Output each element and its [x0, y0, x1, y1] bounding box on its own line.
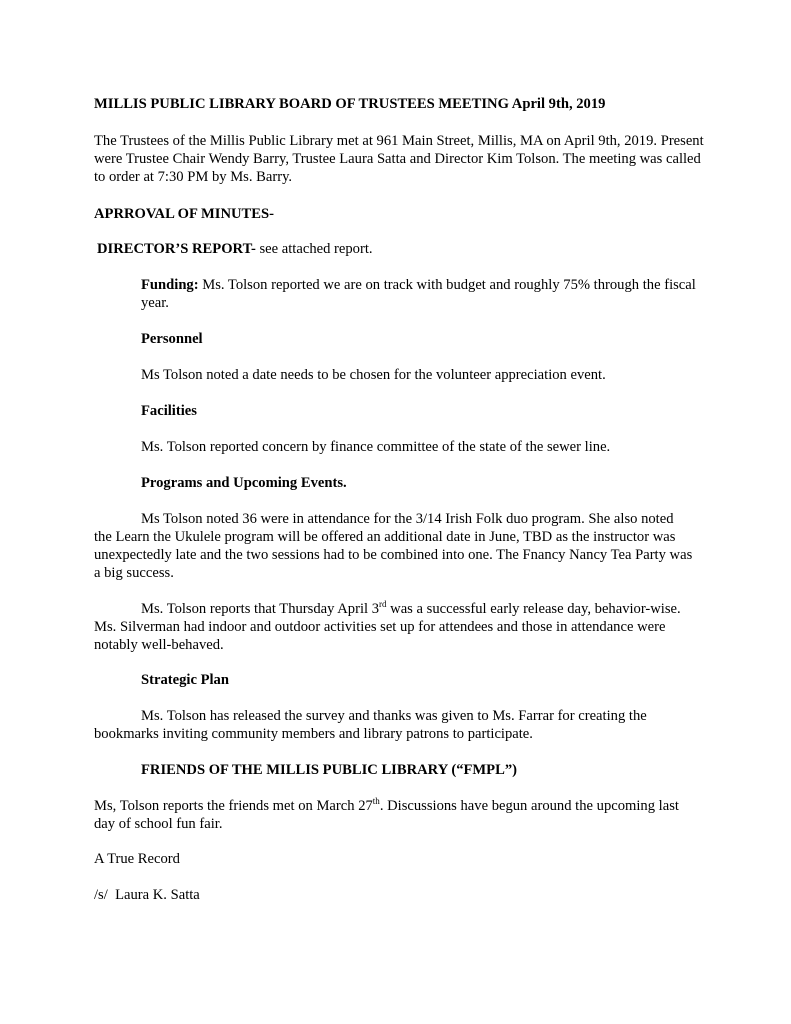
signature-line: /s/ Laura K. Satta — [94, 887, 200, 903]
fmpl-paragraph — [94, 797, 699, 833]
ordinal-suffix: rd — [379, 599, 387, 610]
fmpl-text-b: . Discussions have begun around the upcoming last day of school fun fair. — [94, 798, 679, 832]
document-title: MILLIS PUBLIC LIBRARY BOARD OF TRUSTEES MEETING April 9th, 2019 — [94, 96, 606, 112]
funding-text: Ms. Tolson reported we are on track with budget and roughly 75% through the fiscal year. — [141, 277, 696, 311]
ordinal-suffix: th — [372, 796, 380, 807]
funding-label: Funding: — [141, 277, 199, 293]
facilities-heading: Facilities — [141, 403, 197, 419]
intro-paragraph: The Trustees of the Millis Public Library met at 961 Main Street, Millis, MA on April 9th, 2019. Present were Trustee Chair Wendy Barry, Trustee Laura Satta and Director Kim Tolson. The meeting was called to order at 7:30 PM by Ms. Barry. — [94, 133, 704, 185]
programs-p2-text-a: Ms. Tolson reports that Thursday April 3 — [141, 601, 380, 617]
approval-heading: APRROVAL OF MINUTES- — [94, 206, 275, 222]
strategic-plan-text: Ms. Tolson has released the survey and thanks was given to Ms. Farrar for creating the bookmarks inviting community members and library patrons to participate. — [94, 708, 647, 742]
strategic-plan-heading: Strategic Plan — [141, 672, 229, 688]
programs-paragraph-1: Ms Tolson noted 36 were in attendance for the 3/14 Irish Folk duo program. She also noted the Learn the Ukulele program will be offered an additional date in June, TBD as the instructor was unexpectedly late and the two sessions had to be combined into one. The Fnancy Nancy Tea Party was a big success. — [94, 511, 693, 581]
programs-paragraph-2 — [94, 600, 694, 654]
personnel-heading: Personnel — [141, 331, 203, 347]
closing-text: A True Record — [94, 851, 180, 867]
programs-p2-text-b: was a successful early release day, behavior-wise. Ms. Silverman had indoor and outdoor activities set up for attendees and those in attendance were notably well-behaved. — [94, 601, 681, 653]
fmpl-text-a: Ms, Tolson reports the friends met on March 27 — [94, 798, 373, 814]
funding-paragraph — [141, 276, 701, 312]
facilities-text: Ms. Tolson reported concern by finance committee of the state of the sewer line. — [141, 439, 611, 455]
director-report-heading: DIRECTOR’S REPORT- — [97, 241, 256, 257]
personnel-text: Ms Tolson noted a date needs to be chosen for the volunteer appreciation event. — [141, 367, 606, 383]
programs-heading: Programs and Upcoming Events. — [141, 475, 347, 491]
fmpl-heading: FRIENDS OF THE MILLIS PUBLIC LIBRARY (“FMPL”) — [141, 762, 517, 778]
director-report-note: see attached report. — [255, 241, 373, 257]
director-report-line — [97, 240, 697, 258]
